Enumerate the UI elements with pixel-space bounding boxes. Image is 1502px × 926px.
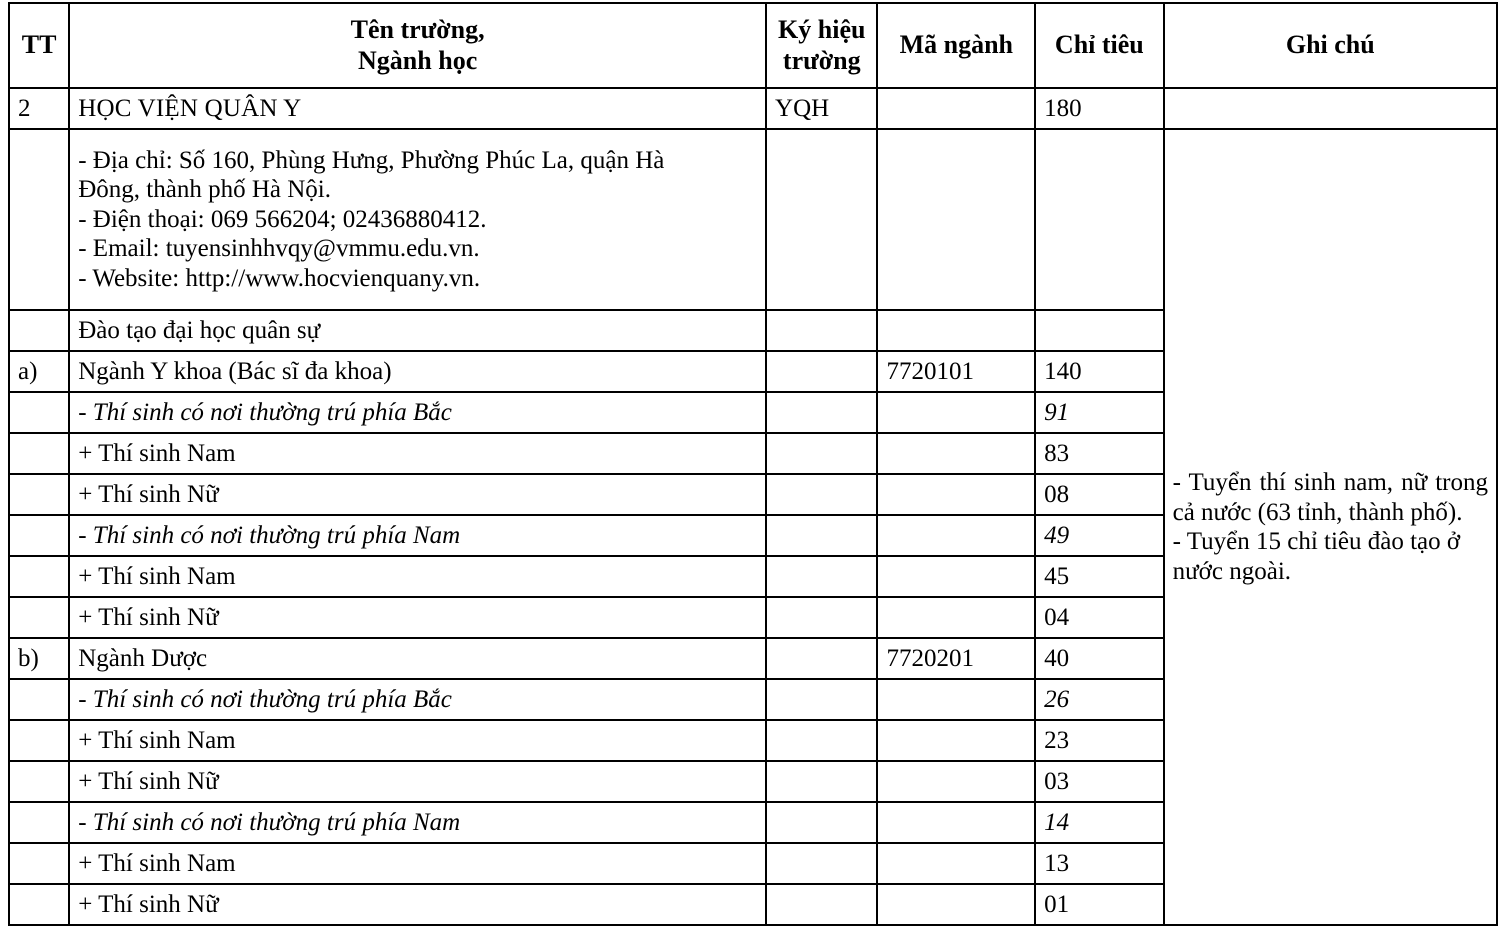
row-school-symbol — [766, 433, 877, 474]
column-header-symbol-line2: trường — [782, 45, 861, 75]
row-index — [9, 720, 69, 761]
row-name: + Thí sinh Nữ — [69, 761, 766, 802]
row-major-code — [877, 843, 1035, 884]
row-quota: 04 — [1035, 597, 1164, 638]
institution-index: 2 — [9, 88, 69, 129]
row-index — [9, 761, 69, 802]
admission-quota-table — [8, 2, 1498, 926]
row-index — [9, 843, 69, 884]
row-index — [9, 392, 69, 433]
row-school-symbol — [766, 392, 877, 433]
contact-address-line2: Đông, thành phố Hà Nội. — [78, 176, 331, 204]
row-index: b) — [9, 638, 69, 679]
row-quota: 01 — [1035, 884, 1164, 925]
institution-note — [1164, 88, 1497, 129]
row-school-symbol — [766, 843, 877, 884]
column-header-name-line2: Ngành học — [358, 45, 478, 75]
row-school-symbol — [766, 515, 877, 556]
row-school-symbol — [766, 597, 877, 638]
note-item-1: - Tuyển thí sinh nam, nữ trong cả nước (63 tỉnh, thành phố). — [1172, 469, 1488, 526]
row-quota: 83 — [1035, 433, 1164, 474]
column-header-symbol-line1: Ký hiệu — [778, 15, 866, 45]
row-name: + Thí sinh Nam — [69, 556, 766, 597]
table-header-row — [9, 3, 1497, 88]
institution-school-symbol: YQH — [766, 88, 877, 129]
row-name: + Thí sinh Nam — [69, 433, 766, 474]
row-index: a) — [9, 351, 69, 392]
row-school-symbol — [766, 720, 877, 761]
institution-contact-block — [69, 129, 766, 310]
row-name: - Thí sinh có nơi thường trú phía Nam — [69, 515, 766, 556]
contact-quota — [1035, 129, 1164, 310]
row-quota: 13 — [1035, 843, 1164, 884]
row-quota: 03 — [1035, 761, 1164, 802]
row-major-code — [877, 515, 1035, 556]
row-name: Ngành Dược — [69, 638, 766, 679]
notes-cell — [1164, 129, 1497, 925]
column-header-school-symbol — [766, 3, 877, 88]
row-index — [9, 515, 69, 556]
row-name: + Thí sinh Nam — [69, 843, 766, 884]
row-index — [9, 433, 69, 474]
row-major-code — [877, 761, 1035, 802]
row-quota: 49 — [1035, 515, 1164, 556]
section-quota — [1035, 310, 1164, 351]
institution-name: HỌC VIỆN QUÂN Y — [69, 88, 766, 129]
document-page — [0, 2, 1502, 922]
row-quota: 14 — [1035, 802, 1164, 843]
row-name: Ngành Y khoa (Bác sĩ đa khoa) — [69, 351, 766, 392]
section-major-code — [877, 310, 1035, 351]
note-item-2: - Tuyển 15 chỉ tiêu đào tạo ở nước ngoài. — [1172, 528, 1461, 585]
contact-index — [9, 129, 69, 310]
section-label: Đào tạo đại học quân sự — [69, 310, 766, 351]
section-school-symbol — [766, 310, 877, 351]
row-name: - Thí sinh có nơi thường trú phía Bắc — [69, 679, 766, 720]
contact-school-symbol — [766, 129, 877, 310]
row-major-code: 7720101 — [877, 351, 1035, 392]
contact-address-line1: - Địa chỉ: Số 160, Phùng Hưng, Phường Phúc La, quận Hà — [78, 146, 665, 174]
row-name: - Thí sinh có nơi thường trú phía Nam — [69, 802, 766, 843]
row-quota: 26 — [1035, 679, 1164, 720]
row-major-code — [877, 556, 1035, 597]
row-index — [9, 597, 69, 638]
row-major-code — [877, 392, 1035, 433]
row-school-symbol — [766, 638, 877, 679]
row-quota: 08 — [1035, 474, 1164, 515]
table-body — [9, 88, 1497, 925]
column-header-tt: TT — [9, 3, 69, 88]
row-name: + Thí sinh Nữ — [69, 597, 766, 638]
row-school-symbol — [766, 761, 877, 802]
contact-website: - Website: http://www.hocvienquany.vn. — [78, 264, 481, 292]
row-index — [9, 802, 69, 843]
section-index — [9, 310, 69, 351]
row-quota: 40 — [1035, 638, 1164, 679]
contact-phone: - Điện thoại: 069 566204; 02436880412. — [78, 205, 487, 233]
institution-major-code — [877, 88, 1035, 129]
row-name: + Thí sinh Nữ — [69, 884, 766, 925]
contact-major-code — [877, 129, 1035, 310]
row-school-symbol — [766, 679, 877, 720]
row-quota: 91 — [1035, 392, 1164, 433]
row-major-code — [877, 433, 1035, 474]
row-name: + Thí sinh Nữ — [69, 474, 766, 515]
institution-quota: 180 — [1035, 88, 1164, 129]
row-quota: 23 — [1035, 720, 1164, 761]
row-index — [9, 474, 69, 515]
table-row-contact — [9, 129, 1497, 310]
row-name: - Thí sinh có nơi thường trú phía Bắc — [69, 392, 766, 433]
row-school-symbol — [766, 802, 877, 843]
column-header-major-code: Mã ngành — [877, 3, 1035, 88]
contact-email: - Email: tuyensinhhvqy@vmmu.edu.vn. — [78, 235, 480, 263]
row-index — [9, 884, 69, 925]
row-quota: 140 — [1035, 351, 1164, 392]
column-header-name — [69, 3, 766, 88]
table-row-institution — [9, 88, 1497, 129]
row-school-symbol — [766, 351, 877, 392]
column-header-note: Ghi chú — [1164, 3, 1497, 88]
row-index — [9, 556, 69, 597]
row-school-symbol — [766, 884, 877, 925]
row-index — [9, 679, 69, 720]
column-header-quota: Chỉ tiêu — [1035, 3, 1164, 88]
row-major-code — [877, 802, 1035, 843]
row-quota: 45 — [1035, 556, 1164, 597]
row-major-code — [877, 884, 1035, 925]
row-school-symbol — [766, 556, 877, 597]
row-major-code — [877, 679, 1035, 720]
row-major-code — [877, 597, 1035, 638]
column-header-name-line1: Tên trường, — [350, 15, 485, 45]
row-name: + Thí sinh Nam — [69, 720, 766, 761]
row-major-code — [877, 474, 1035, 515]
row-school-symbol — [766, 474, 877, 515]
row-major-code — [877, 720, 1035, 761]
row-major-code: 7720201 — [877, 638, 1035, 679]
